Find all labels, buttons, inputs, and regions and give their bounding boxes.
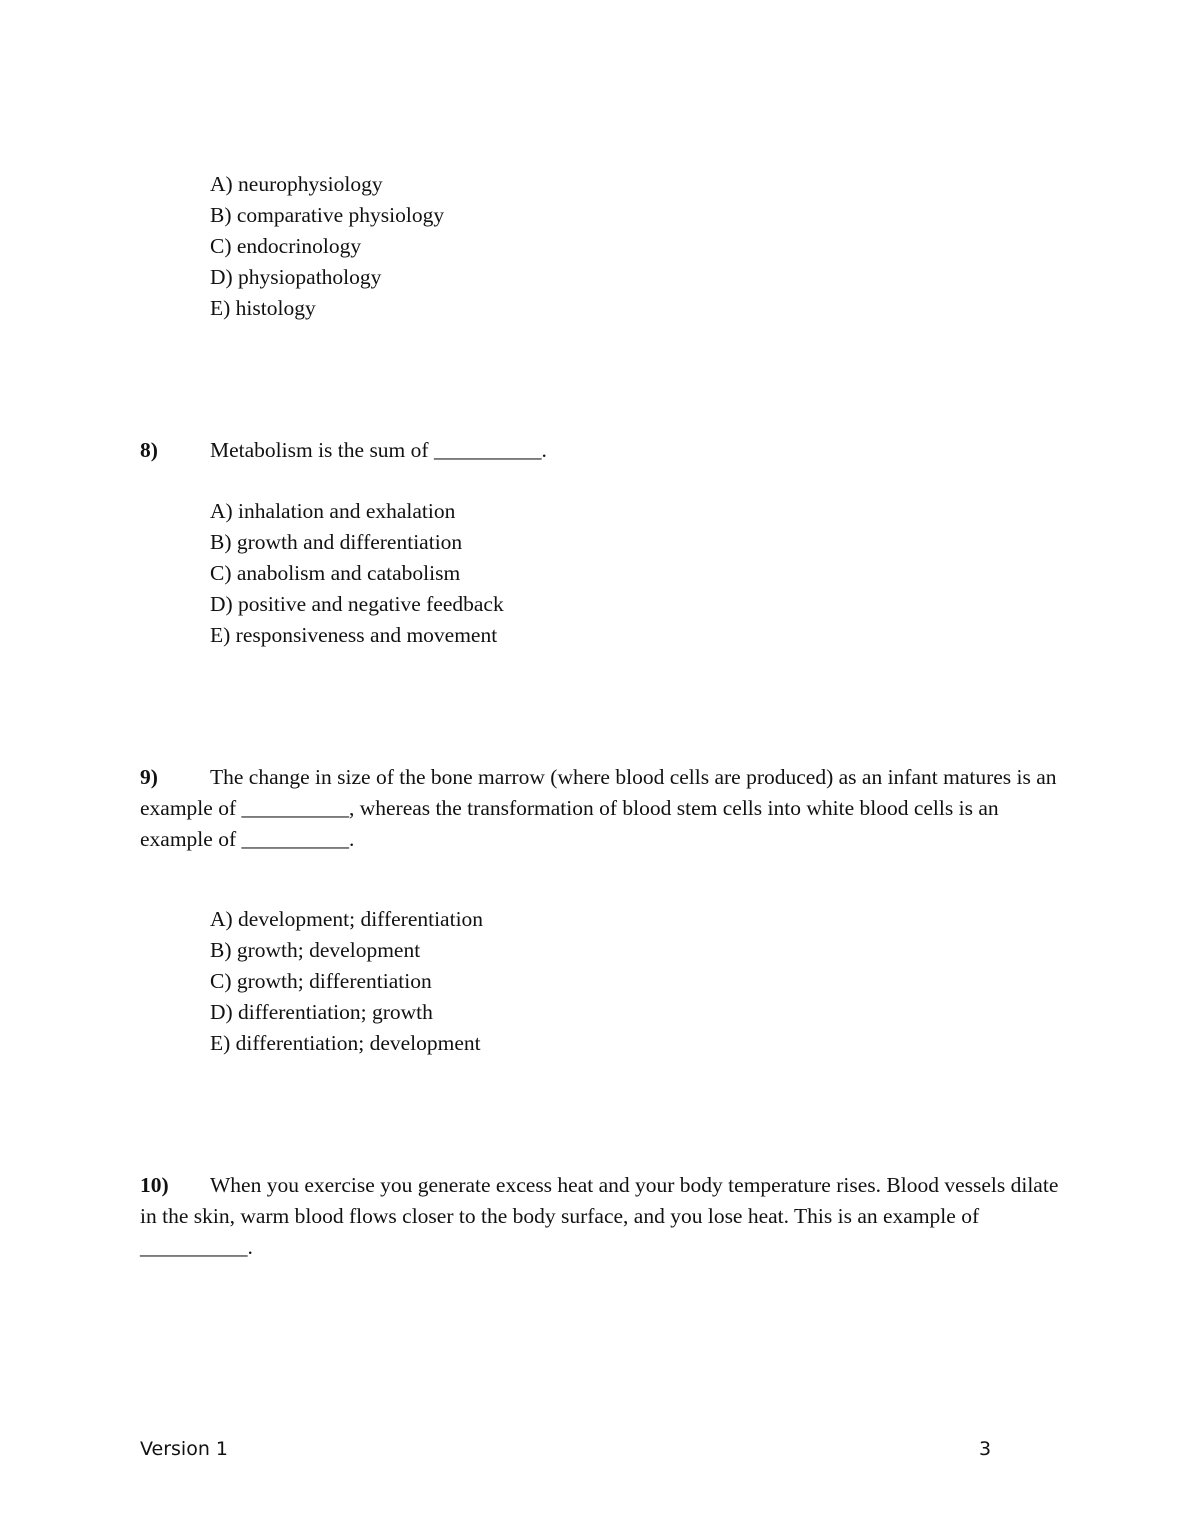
question-8-options bbox=[210, 496, 504, 651]
option-a: A) neurophysiology bbox=[210, 172, 383, 196]
question-text: The change in size of the bone marrow (where blood cells are produced) as an infant matures is an example of __________, whereas the transformation of blood stem cells into white blood cells is an example of __________. bbox=[140, 765, 1057, 851]
question-8-stem bbox=[140, 435, 1060, 466]
question-8 bbox=[140, 435, 1060, 466]
question-text: When you exercise you generate excess heat and your body temperature rises. Blood vessels dilate in the skin, warm blood flows closer to the body surface, and you lose heat. This is an example of __________. bbox=[140, 1173, 1059, 1259]
option-a: A) development; differentiation bbox=[210, 907, 484, 931]
question-9 bbox=[140, 762, 1060, 855]
option-b: B) growth; development bbox=[210, 938, 421, 962]
option-a: A) inhalation and exhalation bbox=[210, 499, 456, 523]
option-b: B) comparative physiology bbox=[210, 203, 445, 227]
question-text: Metabolism is the sum of __________. bbox=[210, 438, 547, 462]
option-c: C) anabolism and catabolism bbox=[210, 561, 461, 585]
question-7-options bbox=[210, 169, 444, 324]
footer-version: Version 1 bbox=[140, 1438, 228, 1460]
option-e: E) histology bbox=[210, 296, 316, 320]
question-number: 9) bbox=[140, 765, 158, 789]
option-e: E) responsiveness and movement bbox=[210, 623, 498, 647]
option-b: B) growth and differentiation bbox=[210, 530, 463, 554]
option-d: D) positive and negative feedback bbox=[210, 592, 504, 616]
question-number: 8) bbox=[140, 438, 158, 462]
option-c: C) endocrinology bbox=[210, 234, 362, 258]
option-e: E) differentiation; development bbox=[210, 1031, 481, 1055]
question-number: 10) bbox=[140, 1173, 169, 1197]
option-d: D) physiopathology bbox=[210, 265, 382, 289]
question-10-stem bbox=[140, 1170, 1060, 1263]
question-10 bbox=[140, 1170, 1060, 1263]
footer-page-number: 3 bbox=[979, 1438, 992, 1460]
option-c: C) growth; differentiation bbox=[210, 969, 432, 993]
question-9-options bbox=[210, 904, 483, 1059]
question-9-stem bbox=[140, 762, 1060, 855]
option-d: D) differentiation; growth bbox=[210, 1000, 433, 1024]
